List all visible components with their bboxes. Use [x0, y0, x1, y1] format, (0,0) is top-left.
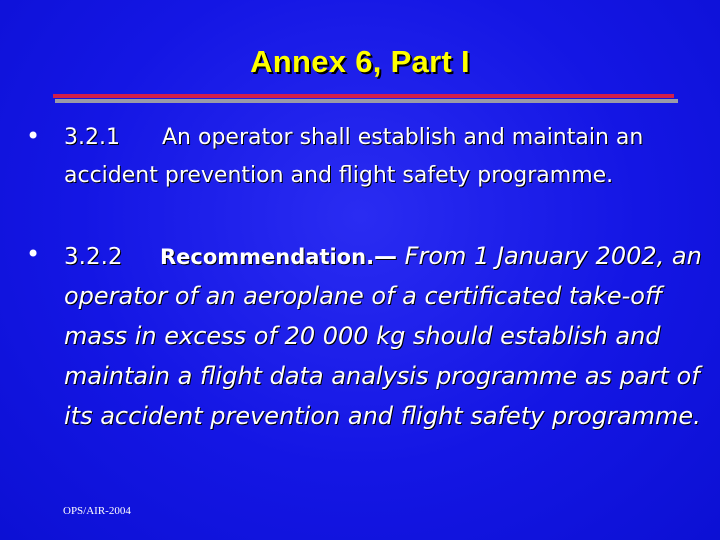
bullet-item-3-2-1 — [64, 119, 704, 195]
bullet-dot-icon: • — [26, 122, 41, 150]
slide-title: Annex 6, Part I — [250, 44, 470, 79]
footer-label: OPS/AIR-2004 — [63, 505, 131, 517]
recommendation-label: Recommendation. — [160, 245, 375, 269]
bullet-item-3-2-2 — [64, 237, 704, 437]
bullet-number: 3.2.2 — [64, 244, 123, 270]
bullet-dot-icon: • — [26, 240, 41, 268]
title-underline-shadow — [55, 99, 678, 103]
title-underline — [53, 94, 674, 98]
bullet-text: An operator shall establish and maintain an accident prevention and flight safety programme. — [64, 125, 644, 188]
recommendation-dash: — — [374, 244, 398, 270]
recommendation-text: From 1 January 2002, an operator of an aeroplane of a certificated take-off mass in excess of 20 000 kg should establish and maintain a flight data analysis programme as part of its accident prevention and flight safety programme. — [64, 242, 702, 430]
bullet-number: 3.2.1 — [64, 125, 120, 150]
